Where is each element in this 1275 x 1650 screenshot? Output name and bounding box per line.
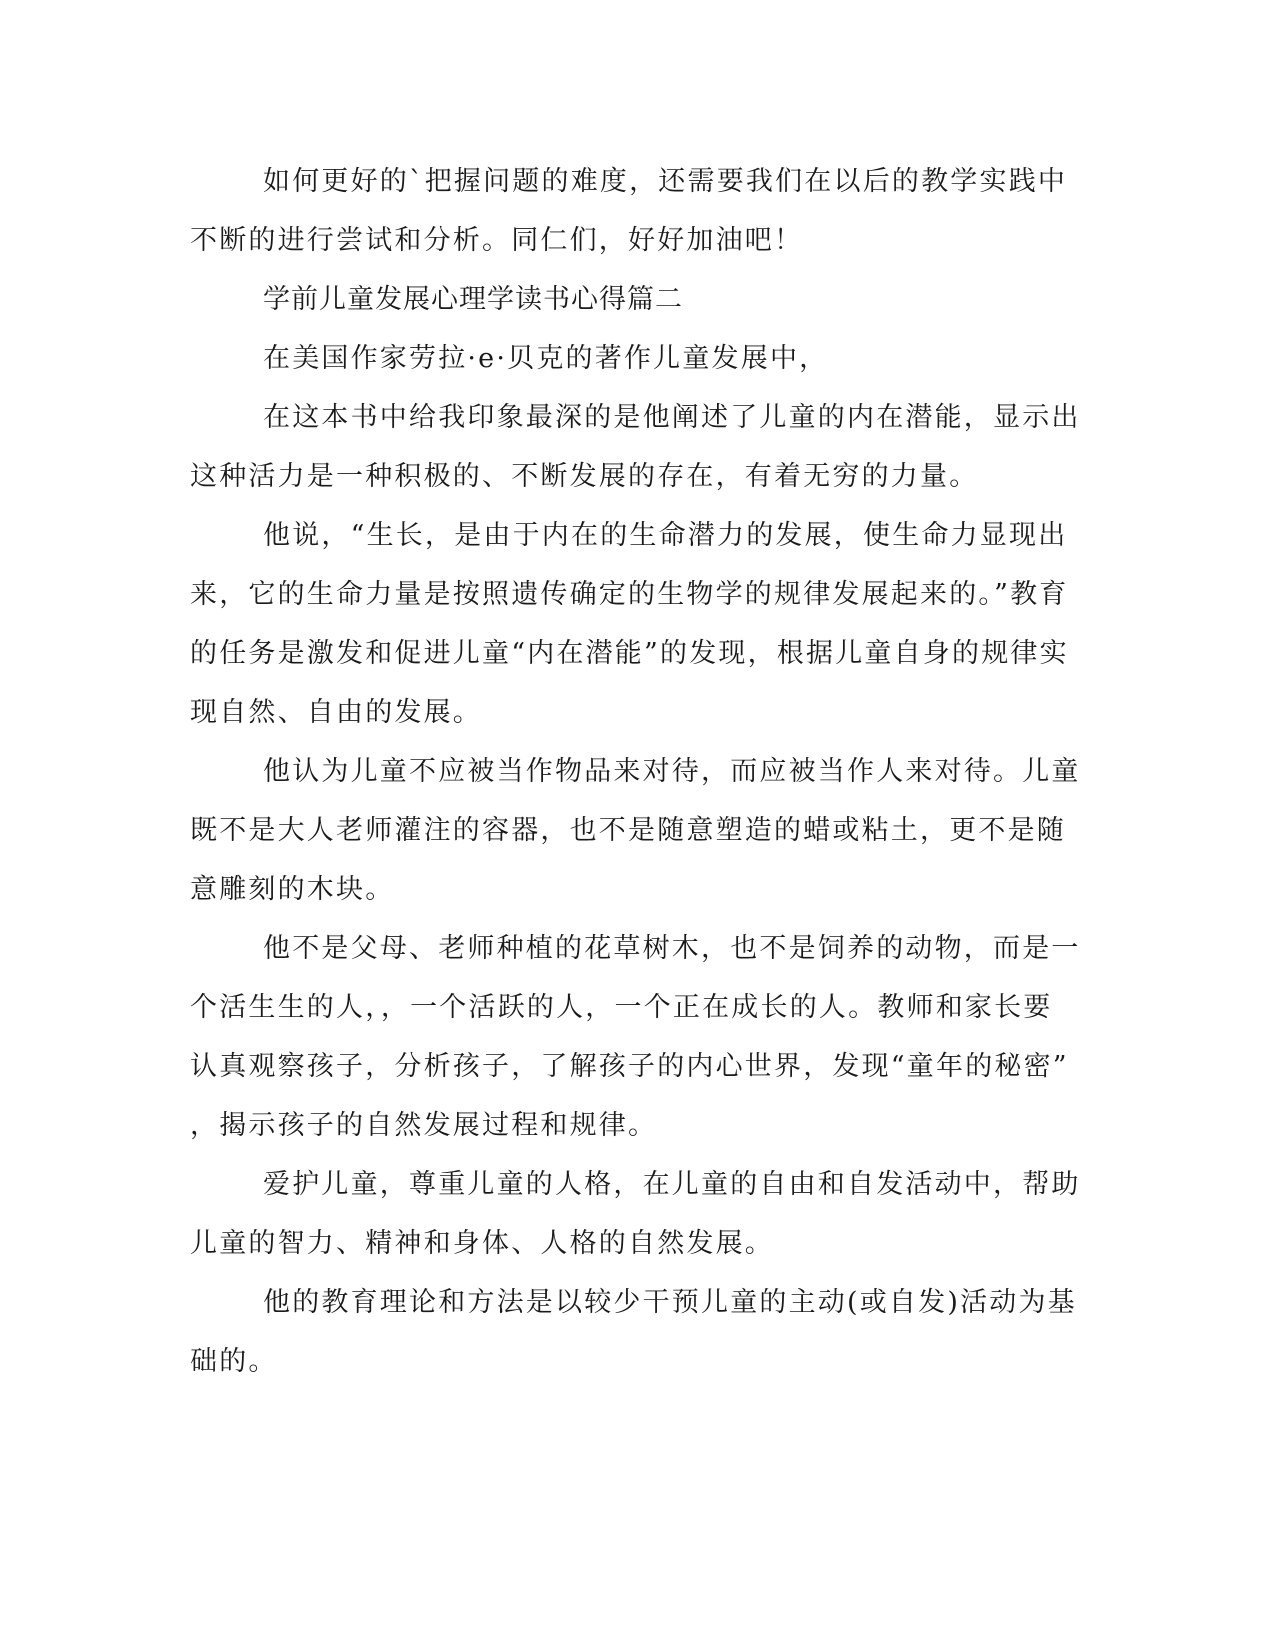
- text-line: 他认为儿童不应被当作物品来对待，而应被当作人来对待。儿童: [263, 756, 1081, 787]
- text-line: 认真观察孩子，分析孩子，了解孩子的内心世界，发现“童年的秘密”: [190, 1051, 1069, 1082]
- text-line: 意雕刻的木块。: [190, 874, 395, 905]
- text-line: ，揭示孩子的自然发展过程和规律。: [190, 1110, 658, 1141]
- text-line: 础的。: [190, 1346, 278, 1377]
- section-heading: 学前儿童发展心理学读书心得篇二: [263, 284, 683, 315]
- text-line: 在美国作家劳拉·e·贝克的著作儿童发展中，: [263, 343, 829, 374]
- text-line: 如何更好的`把握问题的难度，还需要我们在以后的教学实践中: [263, 166, 1068, 197]
- text-line: 这种活力是一种积极的、不断发展的存在，有着无穷的力量。: [190, 461, 979, 492]
- text-line: 他说，“生长，是由于内在的生命潜力的发展，使生命力显现出: [263, 520, 1068, 551]
- text-line: 不断的进行尝试和分析。同仁们，好好加油吧！: [190, 225, 804, 256]
- text-line: 在这本书中给我印象最深的是他阐述了儿童的内在潜能，显示出: [263, 402, 1081, 433]
- text-line: 个活生生的人，，一个活跃的人，一个正在成长的人。教师和家长要: [190, 992, 1053, 1023]
- text-line: 既不是大人老师灌注的容器，也不是随意塑造的蜡或粘土，更不是随: [190, 815, 1066, 846]
- text-line: 来，它的生命力量是按照遗传确定的生物学的规律发展起来的。”教育: [190, 579, 1069, 610]
- text-line: 他不是父母、老师种植的花草树木，也不是饲养的动物，而是一: [263, 933, 1081, 964]
- text-line: 爱护儿童，尊重儿童的人格，在儿童的自由和自发活动中，帮助: [263, 1169, 1081, 1200]
- text-line: 他的教育理论和方法是以较少干预儿童的主动(或自发)活动为基: [263, 1287, 1077, 1318]
- text-line: 的任务是激发和促进儿童“内在潜能”的发现，根据儿童自身的规律实: [190, 638, 1069, 669]
- text-line: 儿童的智力、精神和身体、人格的自然发展。: [190, 1228, 774, 1259]
- text-line: 现自然、自由的发展。: [190, 697, 482, 728]
